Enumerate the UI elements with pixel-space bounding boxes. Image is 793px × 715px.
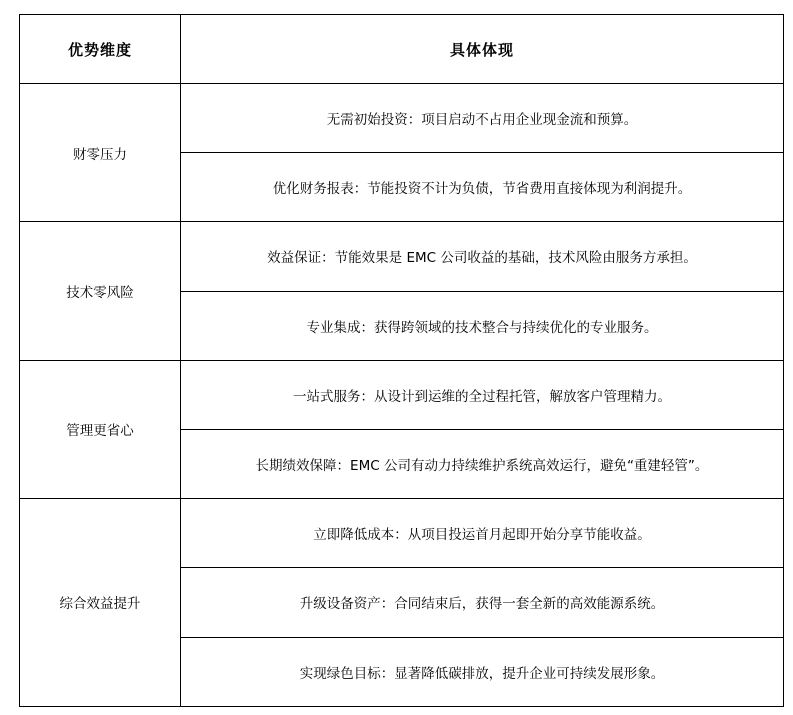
dimension-cell: 管理更省心	[20, 360, 181, 498]
header-dimension: 优势维度	[20, 15, 181, 84]
detail-cell: 升级设备资产：合同结束后，获得一套全新的高效能源系统。	[181, 568, 784, 637]
table-row	[20, 222, 784, 291]
advantages-table	[19, 14, 784, 707]
detail-cell: 一站式服务：从设计到运维的全过程托管，解放客户管理精力。	[181, 360, 784, 429]
dimension-cell: 财零压力	[20, 84, 181, 222]
detail-cell: 无需初始投资：项目启动不占用企业现金流和预算。	[181, 84, 784, 153]
detail-cell: 立即降低成本：从项目投运首月起即开始分享节能收益。	[181, 499, 784, 568]
table-row	[20, 499, 784, 568]
table-row	[20, 360, 784, 429]
header-details: 具体体现	[181, 15, 784, 84]
header-row	[20, 15, 784, 84]
detail-cell: 长期绩效保障：EMC 公司有动力持续维护系统高效运行，避免“重建轻管”。	[181, 429, 784, 498]
dimension-cell: 综合效益提升	[20, 499, 181, 707]
table-row	[20, 84, 784, 153]
dimension-cell: 技术零风险	[20, 222, 181, 360]
detail-cell: 优化财务报表：节能投资不计为负债，节省费用直接体现为利润提升。	[181, 153, 784, 222]
detail-cell: 效益保证：节能效果是 EMC 公司收益的基础，技术风险由服务方承担。	[181, 222, 784, 291]
detail-cell: 实现绿色目标：显著降低碳排放，提升企业可持续发展形象。	[181, 637, 784, 706]
detail-cell: 专业集成：获得跨领域的技术整合与持续优化的专业服务。	[181, 291, 784, 360]
